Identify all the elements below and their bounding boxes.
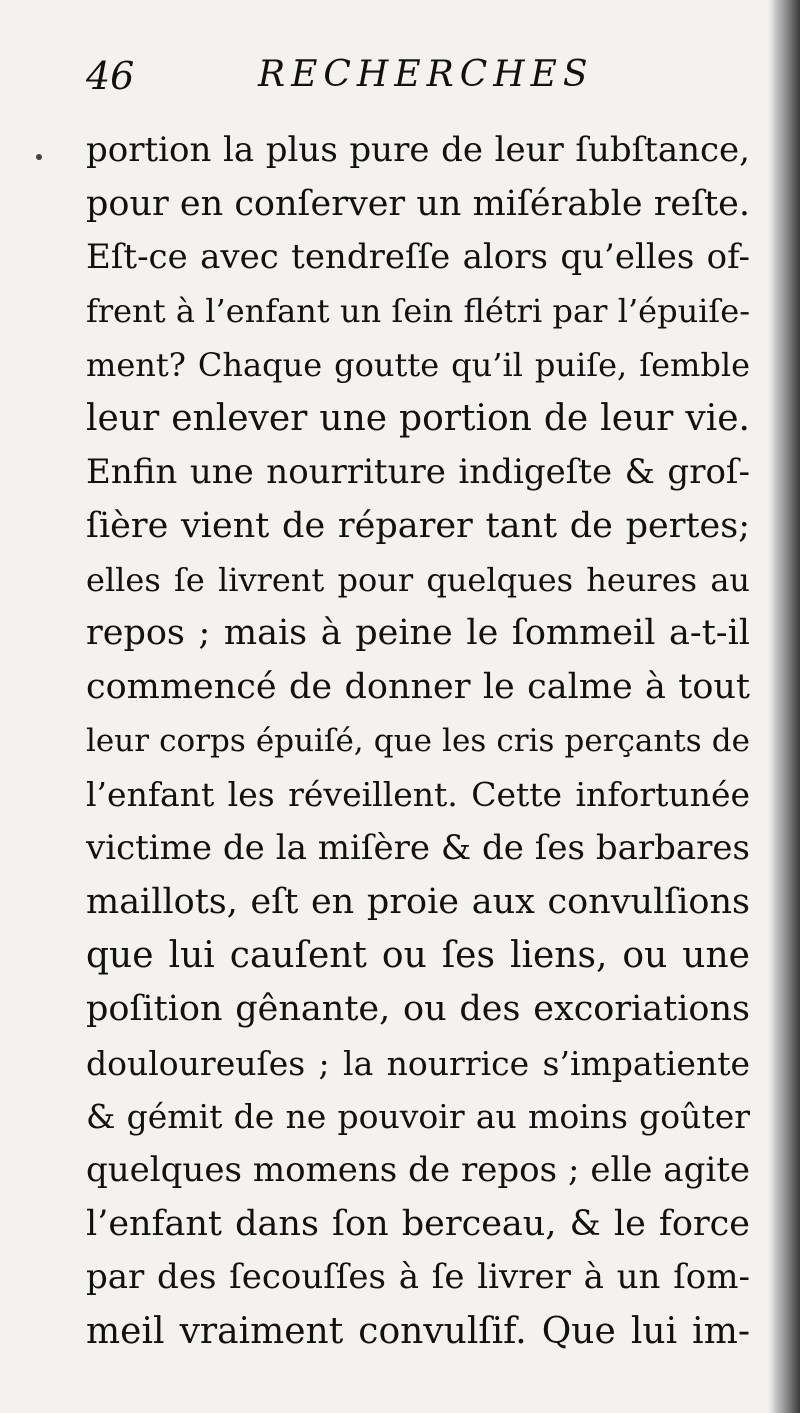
text-line: douloureuſes ; la nourrice s’impatiente — [86, 1043, 750, 1083]
text-line: meil vraiment convulſif. Que lui im- — [86, 1311, 750, 1353]
text-line: pour en conſerver un miſérable reſte. — [86, 183, 750, 224]
text-line: commencé de donner le calme à tout — [86, 666, 750, 707]
text-line: par des ſecouſſes à ſe livrer à un ſom- — [86, 1257, 750, 1298]
ink-speck — [36, 154, 42, 160]
running-head — [86, 48, 746, 108]
text-line: l’enfant dans ſon berceau, & le force — [86, 1203, 750, 1244]
text-line: ment? Chaque goutte qu’il puiſe, ſemble — [86, 345, 750, 384]
text-line: frent à l’enfant un ſein flétri par l’épuiſe- — [86, 292, 750, 331]
running-title: RECHERCHES — [258, 54, 594, 95]
book-spine — [774, 0, 800, 1413]
text-line: Eſt-ce avec tendreſſe alors qu’elles of- — [86, 237, 750, 278]
text-line: victime de la miſère & de ſes barbares — [86, 827, 750, 868]
text-line: poſition gênante, ou des excoriations — [86, 989, 750, 1029]
page-number: 46 — [86, 54, 135, 98]
text-line: maillots, eſt en proie aux convulſions — [86, 881, 750, 922]
text-line: leur corps épuiſé, que les cris perçants de — [86, 722, 750, 759]
text-line: Enfin une nourriture indigeſte & groſ- — [86, 452, 750, 493]
text-line: ſière vient de réparer tant de pertes; — [86, 505, 750, 546]
text-line: quelques momens de repos ; elle agite — [86, 1150, 750, 1191]
text-line: & gémit de ne pouvoir au moins goûter — [86, 1097, 750, 1137]
text-line: repos ; mais à peine le ſommeil a-t-il — [86, 613, 750, 654]
text-line: leur enlever une portion de leur vie. — [86, 398, 750, 440]
text-line: elles ſe livrent pour quelques heures au — [86, 560, 750, 599]
text-line: portion la plus pure de leur ſubſtance, — [86, 130, 750, 170]
body-text — [86, 124, 750, 1359]
text-line: que lui cauſent ou ſes liens, ou une — [86, 935, 750, 977]
text-line: l’enfant les réveillent. Cette infortunée — [86, 775, 750, 815]
